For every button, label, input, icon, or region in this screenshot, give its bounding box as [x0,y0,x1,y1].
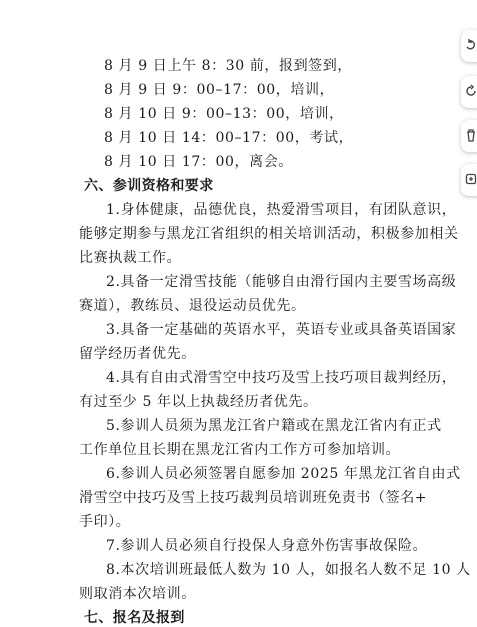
requirement-line: 留学经历者优先。 [79,346,196,362]
rotate-button[interactable] [461,30,477,62]
requirement-line: 2.具备一定滑雪技能（能够自由滑行国内主要雪场高级 [106,274,457,290]
requirement-line: 手印）。 [79,514,131,530]
refresh-icon [465,83,477,102]
requirement-line: 比赛执裁工作。 [79,250,182,266]
schedule-line: 8 月 10 日 17：00，离会。 [104,154,293,170]
requirement-line: 1.身体健康，品德优良，热爱滑雪项目，有团队意识， [106,202,457,218]
rotate-icon [465,37,477,56]
requirement-line: 滑雪空中技巧及雪上技巧裁判员培训班免责书（签名+ [79,490,428,506]
schedule-line: 8 月 9 日上午 8：30 前，报到签到， [104,58,352,74]
requirement-line: 能够定期参与黑龙江省组织的相关培训活动，积极参加相关 [79,226,459,242]
trash-icon [465,127,477,146]
requirement-line: 工作单位且长期在黑龙江省内工作方可参加培训。 [79,442,401,458]
requirement-line: 6.参训人员必须签署自愿参加 2025 年黑龙江省自由式 [106,466,461,482]
requirement-line: 7.参训人员必须自行投保人身意外伤害事故保险。 [106,538,428,554]
section-heading-7: 七、报名及报到 [84,610,185,626]
add-icon [465,171,477,190]
schedule-line: 8 月 10 日 14：00–17：00，考试， [104,130,354,146]
requirement-line: 则取消本次培训。 [79,586,196,602]
refresh-button[interactable] [461,76,477,108]
schedule-line: 8 月 10 日 9：00–13：00，培训， [104,106,344,122]
add-button[interactable] [461,164,477,196]
requirement-line: 8.本次培训班最低人数为 10 人，如报名人数不足 10 人 [106,562,471,578]
requirement-line: 4.具有自由式滑雪空中技巧及雪上技巧项目裁判经历， [106,370,457,386]
requirement-line: 赛道），教练员、退役运动员优先。 [79,298,306,314]
requirement-line: 3.具备一定基础的英语水平，英语专业或具备英语国家 [106,322,457,338]
section-heading-6: 六、参训资格和要求 [84,178,214,194]
requirement-line: 5.参训人员须为黑龙江省户籍或在黑龙江省内有正式 [106,418,442,434]
delete-button[interactable] [461,120,477,152]
requirement-line: 有过至少 5 年以上执裁经历者优先。 [79,394,318,410]
schedule-line: 8 月 9 日 9：00–17：00，培训， [104,82,335,98]
